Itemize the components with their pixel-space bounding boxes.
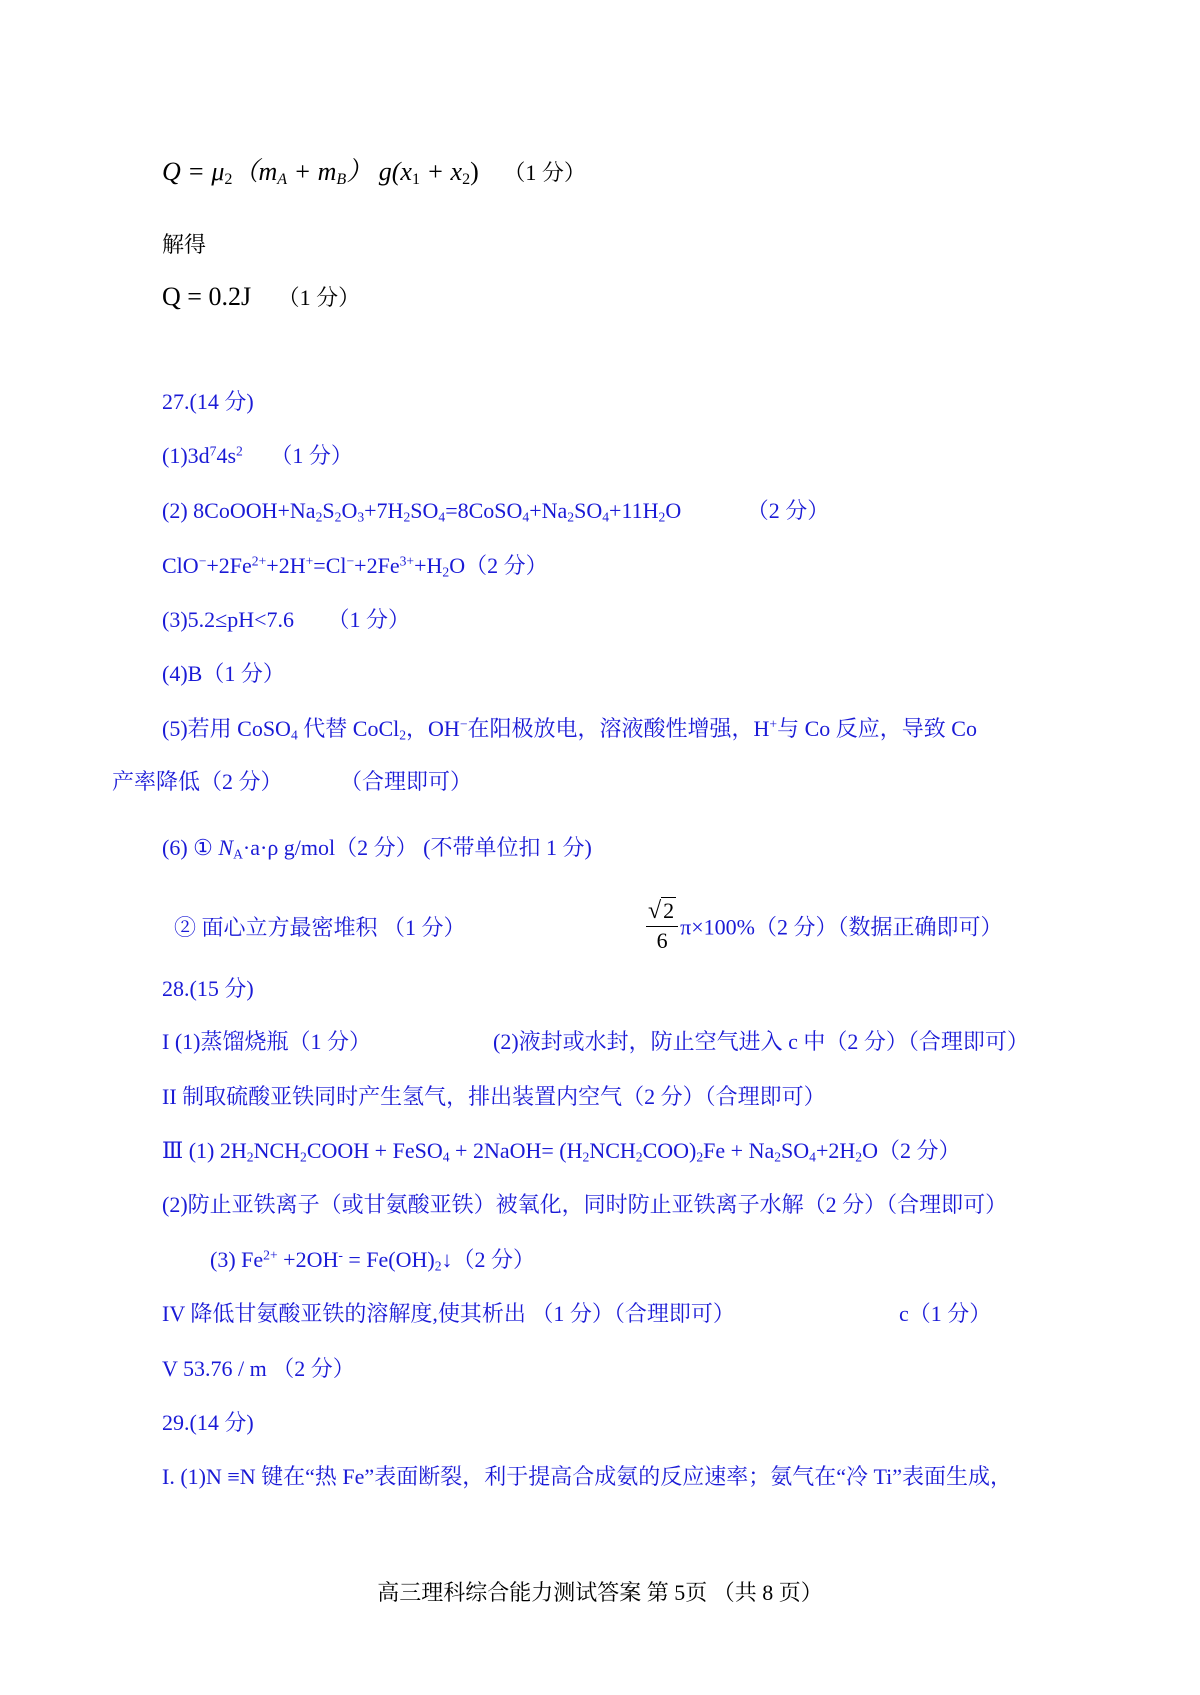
formula-segment: 4	[438, 509, 446, 525]
formula-segment: +	[769, 716, 778, 732]
formula-segment: 2	[582, 1149, 590, 1165]
formula-segment: 与 Co 反应，导致 Co	[777, 716, 977, 741]
q29-part1: I. (1)N ≡N 键在“热 Fe”表面断裂，利于提高合成氨的反应速率；氨气在“冷 Ti”表面生成，	[162, 1464, 1012, 1489]
formula-segment: COO)	[642, 1138, 697, 1163]
formula-segment: +H	[414, 553, 443, 578]
formula-segment: 4	[602, 509, 610, 525]
formula-segment: +7H	[364, 498, 404, 523]
sqrt2-over-6-fraction: $\frac{√2}{6}$	[646, 896, 678, 955]
formula-segment: ，OH	[406, 716, 460, 741]
formula-segment: O	[341, 498, 358, 523]
formula-segment: 2	[403, 509, 411, 525]
formula-segment: 2	[635, 1149, 643, 1165]
formula-segment: COOH + FeSO	[306, 1138, 443, 1163]
q27-part1: $(1)3d^74s^2$ （1 分）	[162, 443, 353, 468]
q27-part2-equation: (2) $8CoOOH+Na_2S_2O_3+7H_2SO_4=8CoSO_4+Na_2SO_4+11H_2O$ （2 分）	[162, 498, 830, 525]
formula-segment: +2Fe	[206, 553, 252, 578]
formula-segment: +11H	[609, 498, 659, 523]
formula-segment: NCH	[253, 1138, 301, 1163]
q27-part3: (3)5.2≤pH<7.6 （1 分）	[162, 607, 411, 632]
formula-segment: 2	[315, 509, 323, 525]
formula-segment: 2	[855, 1149, 863, 1165]
formula-segment: SO	[574, 498, 603, 523]
formula-segment: +2OH	[277, 1247, 339, 1272]
q29-header: 29.(14 分)	[162, 1410, 254, 1435]
formula-segment: +2H	[815, 1138, 856, 1163]
q28-part3-equation	[162, 1136, 960, 1166]
formula-segment: 2	[434, 1258, 442, 1274]
formula-segment: = Fe(OH)	[342, 1247, 435, 1272]
formula-segment: Ⅲ (1) 2H	[162, 1138, 247, 1163]
q28-part2: II 制取硫酸亚铁同时产生氢气，排出装置内空气（2 分）（合理即可）	[162, 1084, 826, 1109]
q28-part1: I (1)蒸馏烧瓶（1 分） (2)液封或水封，防止空气进入 c 中（2 分）（合理即可）	[162, 1029, 1029, 1054]
formula-segment: −	[459, 716, 468, 732]
formula-segment: 在阳极放电，溶液酸性增强，H	[467, 716, 770, 741]
formula-segment: 2	[658, 509, 666, 525]
formula-segment: +2Fe	[354, 553, 400, 578]
q27-part2-ionic-equation	[162, 551, 548, 581]
formula-segment: 2	[696, 1149, 704, 1165]
formula-segment: (2) 8CoOOH+Na	[162, 498, 316, 523]
formula-segment: ↓（2 分）	[441, 1247, 536, 1272]
q-formula: $Q = \mu_2(m_A + m_B) g(x_1 + x_2)$ （1 分）	[162, 157, 586, 189]
formula-segment: 2+	[263, 1247, 278, 1263]
formula-segment: 2	[774, 1149, 782, 1165]
formula-segment: −	[346, 553, 355, 569]
formula-segment: +2H	[266, 553, 306, 578]
formula-segment: Fe + Na	[703, 1138, 775, 1163]
q27-part4: (4)B（1 分）	[162, 661, 285, 686]
sqrt-icon: √	[648, 898, 662, 924]
formula-segment: 4	[522, 509, 530, 525]
formula-segment: 2	[246, 1149, 254, 1165]
formula-segment: 2	[442, 564, 450, 580]
formula-segment: 3+	[399, 553, 415, 569]
q-result: Q = 0.2J （1 分）	[162, 282, 361, 311]
page-footer: 高三理科综合能力测试答案 第 5页 （共 8 页）	[377, 1580, 823, 1605]
solve-label: 解得	[162, 232, 207, 257]
formula-segment: 4	[290, 727, 298, 743]
formula-segment: 2	[300, 1149, 307, 1165]
formula-segment: + 2NaOH= (H	[449, 1138, 583, 1163]
formula-segment: +Na	[529, 498, 568, 523]
formula-segment: 2	[399, 727, 407, 743]
q28-part3-3	[210, 1245, 535, 1275]
formula-segment: SO	[781, 1138, 810, 1163]
formula-segment: +	[305, 553, 314, 569]
q27-part5-continued: 产率降低（2 分） （合理即可）	[112, 769, 473, 794]
formula-segment: (3) Fe	[210, 1247, 264, 1272]
q27-part5	[162, 714, 977, 744]
formula-segment: 3	[357, 509, 365, 525]
formula-segment: 2	[334, 509, 342, 525]
formula-segment: -	[338, 1247, 343, 1263]
formula-segment: NCH	[589, 1138, 636, 1163]
formula-segment: 4	[442, 1149, 450, 1165]
formula-segment: =Cl	[313, 553, 347, 578]
formula-segment: ClO	[162, 553, 199, 578]
q28-part4: IV 降低甘氨酸亚铁的溶解度,使其析出 （1 分）（合理即可） c（1 分）	[162, 1301, 992, 1326]
formula-segment: O（2 分）	[862, 1138, 961, 1163]
q27-part6-2: ② 面心立方最密堆积 （1 分） $\frac{√2}{6}$ π×100%（2 分）（数据正确即可）	[174, 898, 1003, 953]
formula-segment: 4	[809, 1149, 816, 1165]
q27-header: 27.(14 分)	[162, 389, 254, 414]
q28-part5: V 53.76 / m （2 分）	[162, 1356, 355, 1381]
formula-segment: O（2 分）	[449, 553, 548, 578]
formula-segment: 2+	[251, 553, 267, 569]
q27-part6-1: (6) ① $N_A\cdot a\cdot\rho$ g/mol（2 分） (不带单位扣 1 分)	[162, 835, 592, 862]
formula-segment: 代替 CoCl	[297, 716, 400, 741]
formula-segment: =8CoSO	[445, 498, 523, 523]
formula-segment: (5)若用 CoSO	[162, 716, 291, 741]
formula-segment: −	[198, 553, 207, 569]
formula-segment: O	[665, 498, 682, 523]
q28-part3-2: (2)防止亚铁离子（或甘氨酸亚铁）被氧化，同时防止亚铁离子水解（2 分）（合理即可）	[162, 1192, 1008, 1217]
formula-segment: SO	[410, 498, 439, 523]
formula-segment: 2	[567, 509, 575, 525]
q28-header: 28.(15 分)	[162, 976, 254, 1001]
formula-segment: S	[322, 498, 335, 523]
